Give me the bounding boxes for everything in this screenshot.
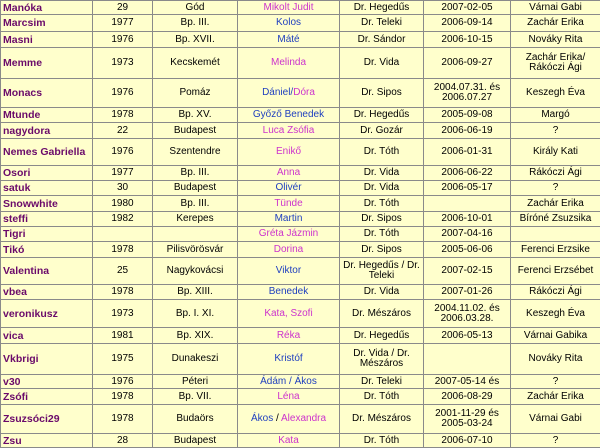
doctor-cell: Dr. Tóth (340, 196, 424, 212)
doctor-cell: Dr. Sipos (340, 79, 424, 108)
doctor-cell: Dr. Mészáros (340, 405, 424, 434)
doctor-cell: Dr. Sipos (340, 212, 424, 227)
baby-name-part: Viktor (276, 265, 301, 276)
baby-name-part: Melinda (271, 57, 306, 68)
doctor-cell: Dr. Hegedűs (340, 1, 424, 15)
midwife-cell: Rákóczi Ági (511, 285, 600, 300)
nick-cell: vica (1, 328, 93, 344)
baby-name-part: Győző Benedek (253, 109, 324, 120)
baby-name-part: Dóra (293, 87, 315, 98)
nick-cell: Tikó (1, 242, 93, 258)
midwife-cell: ? (511, 434, 600, 448)
year-cell: 1973 (93, 48, 153, 79)
year-cell: 22 (93, 123, 153, 139)
doctor-cell: Dr. Gozár (340, 123, 424, 139)
baby-name-part: Dorina (274, 244, 303, 255)
year-cell: 1976 (93, 32, 153, 48)
midwife-cell: Bíróné Zsuzsika (511, 212, 600, 227)
table-row (1, 242, 600, 258)
date-cell: 2004.11.02. és 2006.03.28. (424, 300, 511, 328)
midwife-cell: Nováky Rita (511, 344, 600, 375)
doctor-cell: Dr. Teleki (340, 375, 424, 389)
doctor-cell: Dr. Teleki (340, 15, 424, 32)
date-cell: 2005-06-06 (424, 242, 511, 258)
midwife-cell: Várnai Gabika (511, 328, 600, 344)
doctor-cell: Dr. Sándor (340, 32, 424, 48)
year-cell: 1978 (93, 389, 153, 405)
nick-cell: Manóka (1, 1, 93, 15)
year-cell: 1978 (93, 405, 153, 434)
baby-name-cell (238, 242, 340, 258)
table-row (1, 32, 600, 48)
midwife-cell: Nováky Rita (511, 32, 600, 48)
year-cell: 1976 (93, 139, 153, 166)
nick-cell: Monacs (1, 79, 93, 108)
date-cell: 2006-09-27 (424, 48, 511, 79)
city-cell: Budapest (153, 434, 238, 448)
nick-cell: v30 (1, 375, 93, 389)
date-cell: 2007-05-14 és (424, 375, 511, 389)
city-cell: Bp. VII. (153, 389, 238, 405)
city-cell: Pomáz (153, 79, 238, 108)
baby-name-cell (238, 48, 340, 79)
table-row (1, 227, 600, 242)
table-row (1, 300, 600, 328)
year-cell: 1976 (93, 79, 153, 108)
nick-cell: Memme (1, 48, 93, 79)
doctor-cell: Dr. Tóth (340, 139, 424, 166)
baby-name-cell (238, 258, 340, 285)
date-cell: 2006-05-17 (424, 181, 511, 196)
date-cell (424, 196, 511, 212)
midwife-cell: ? (511, 375, 600, 389)
baby-name-cell (238, 79, 340, 108)
baby-name-cell (238, 434, 340, 448)
nick-cell: vbea (1, 285, 93, 300)
baby-name-part: Máté (277, 34, 299, 45)
baby-name-part: Ádám / Ákos (260, 376, 317, 387)
baby-name-cell (238, 344, 340, 375)
year-cell: 28 (93, 434, 153, 448)
city-cell (153, 227, 238, 242)
city-cell: Budapest (153, 123, 238, 139)
year-cell: 29 (93, 1, 153, 15)
year-cell: 1978 (93, 285, 153, 300)
date-cell: 2006-05-13 (424, 328, 511, 344)
doctor-cell: Dr. Tóth (340, 434, 424, 448)
nick-cell: Valentina (1, 258, 93, 285)
table-row (1, 139, 600, 166)
baby-name-cell (238, 181, 340, 196)
table-row (1, 123, 600, 139)
baby-name-part: Kolos (276, 17, 301, 28)
city-cell: Bp. I. XI. (153, 300, 238, 328)
doctor-cell: Dr. Sipos (340, 242, 424, 258)
baby-name-part: Réka (277, 330, 300, 341)
date-cell: 2004.07.31. és 2006.07.27 (424, 79, 511, 108)
doctor-cell: Dr. Hegedűs / Dr. Teleki (340, 258, 424, 285)
midwife-cell: ? (511, 123, 600, 139)
midwife-cell: Király Kati (511, 139, 600, 166)
baby-name-part: Kristóf (274, 353, 302, 364)
doctor-cell: Dr. Vida (340, 285, 424, 300)
year-cell: 1980 (93, 196, 153, 212)
year-cell: 1978 (93, 108, 153, 123)
year-cell: 1982 (93, 212, 153, 227)
city-cell: Dunakeszi (153, 344, 238, 375)
date-cell: 2007-01-26 (424, 285, 511, 300)
city-cell: Szentendre (153, 139, 238, 166)
doctor-cell: Dr. Vida (340, 166, 424, 181)
baby-name-part: / (273, 413, 281, 424)
nick-cell: Nemes Gabriella (1, 139, 93, 166)
baby-name-part: Alexandra (281, 413, 326, 424)
city-cell: Bp. XIII. (153, 285, 238, 300)
table-row (1, 258, 600, 285)
table-row (1, 212, 600, 227)
city-cell: Budapest (153, 181, 238, 196)
date-cell: 2007-02-05 (424, 1, 511, 15)
year-cell: 1973 (93, 300, 153, 328)
midwife-cell: Rákóczi Ági (511, 166, 600, 181)
nick-cell: veronikusz (1, 300, 93, 328)
table-row (1, 166, 600, 181)
baby-name-part: Kata, Szofi (264, 308, 312, 319)
year-cell: 1977 (93, 15, 153, 32)
city-cell: Bp. III. (153, 196, 238, 212)
year-cell: 1978 (93, 242, 153, 258)
baby-name-cell (238, 405, 340, 434)
baby-name-part: Léna (277, 391, 299, 402)
city-cell: Bp. III. (153, 166, 238, 181)
year-cell: 1976 (93, 375, 153, 389)
table-row (1, 79, 600, 108)
table-row (1, 48, 600, 79)
baby-name-part: Kata (278, 435, 299, 446)
nick-cell: Osori (1, 166, 93, 181)
table-row (1, 285, 600, 300)
year-cell: 1977 (93, 166, 153, 181)
baby-name-cell (238, 15, 340, 32)
nick-cell: Mtunde (1, 108, 93, 123)
baby-name-part: Ákos (251, 413, 273, 424)
midwife-cell: Zachár Erika (511, 15, 600, 32)
date-cell: 2007-02-15 (424, 258, 511, 285)
nick-cell: nagydora (1, 123, 93, 139)
baby-name-part: Gréta Jázmin (259, 228, 318, 239)
baby-name-cell (238, 389, 340, 405)
date-cell: 2006-09-14 (424, 15, 511, 32)
date-cell: 2006-10-01 (424, 212, 511, 227)
midwife-cell: Margó (511, 108, 600, 123)
date-cell: 2001-11-29 és 2005-03-24 (424, 405, 511, 434)
doctor-cell: Dr. Hegedűs (340, 328, 424, 344)
midwife-cell: Ferenci Erzsébet (511, 258, 600, 285)
baby-name-cell (238, 227, 340, 242)
baby-name-cell (238, 1, 340, 15)
midwife-cell: Várnai Gabi (511, 1, 600, 15)
midwife-cell (511, 227, 600, 242)
city-cell: Kecskemét (153, 48, 238, 79)
baby-name-cell (238, 328, 340, 344)
baby-name-cell (238, 139, 340, 166)
city-cell: Bp. XV. (153, 108, 238, 123)
table-row (1, 328, 600, 344)
table-row (1, 15, 600, 32)
city-cell: Bp. III. (153, 15, 238, 32)
baby-name-part: Olivér (275, 182, 301, 193)
doctor-cell: Dr. Vida / Dr. Mészáros (340, 344, 424, 375)
doctor-cell: Dr. Mészáros (340, 300, 424, 328)
baby-name-part: Luca Zsófia (263, 125, 315, 136)
city-cell: Gód (153, 1, 238, 15)
year-cell: 30 (93, 181, 153, 196)
table-row (1, 405, 600, 434)
table-row (1, 181, 600, 196)
year-cell: 1981 (93, 328, 153, 344)
midwife-cell: Keszegh Éva (511, 79, 600, 108)
table-row (1, 196, 600, 212)
baby-name-cell (238, 196, 340, 212)
baby-name-part: Tünde (274, 198, 302, 209)
midwife-cell: Keszegh Éva (511, 300, 600, 328)
date-cell: 2006-06-22 (424, 166, 511, 181)
nick-cell: Vkbrigi (1, 344, 93, 375)
baby-name-cell (238, 212, 340, 227)
city-cell: Bp. XVII. (153, 32, 238, 48)
city-cell: Kerepes (153, 212, 238, 227)
city-cell: Nagykovácsi (153, 258, 238, 285)
table-row (1, 389, 600, 405)
nick-cell: Zsófi (1, 389, 93, 405)
year-cell (93, 227, 153, 242)
baby-name-cell (238, 123, 340, 139)
baby-name-part: Dániel/ (262, 87, 293, 98)
midwife-cell: Várnai Gabi (511, 405, 600, 434)
table-row (1, 434, 600, 448)
table-row (1, 375, 600, 389)
table-row (1, 344, 600, 375)
doctor-cell: Dr. Tóth (340, 227, 424, 242)
baby-name-cell (238, 285, 340, 300)
date-cell: 2007-04-16 (424, 227, 511, 242)
baby-name-part: Enikő (276, 146, 301, 157)
year-cell: 1975 (93, 344, 153, 375)
year-cell: 25 (93, 258, 153, 285)
city-cell: Pilisvörösvár (153, 242, 238, 258)
city-cell: Péteri (153, 375, 238, 389)
baby-name-cell (238, 375, 340, 389)
doctor-cell: Dr. Vida (340, 48, 424, 79)
baby-name-cell (238, 300, 340, 328)
midwife-cell: Zachár Erika (511, 389, 600, 405)
date-cell (424, 344, 511, 375)
doctor-cell: Dr. Vida (340, 181, 424, 196)
midwife-cell: Ferenci Erzsike (511, 242, 600, 258)
city-cell: Bp. XIX. (153, 328, 238, 344)
nick-cell: Snowwhite (1, 196, 93, 212)
baby-name-part: Mikolt Judit (263, 2, 313, 13)
baby-name-cell (238, 166, 340, 181)
nick-cell: Marcsim (1, 15, 93, 32)
date-cell: 2006-07-10 (424, 434, 511, 448)
baby-name-cell (238, 32, 340, 48)
nick-cell: steffi (1, 212, 93, 227)
doctor-cell: Dr. Tóth (340, 389, 424, 405)
date-cell: 2006-08-29 (424, 389, 511, 405)
baby-name-part: Martin (275, 213, 303, 224)
nick-cell: satuk (1, 181, 93, 196)
baby-name-cell (238, 108, 340, 123)
doctor-cell: Dr. Hegedűs (340, 108, 424, 123)
date-cell: 2005-09-08 (424, 108, 511, 123)
date-cell: 2006-06-19 (424, 123, 511, 139)
table-row (1, 108, 600, 123)
nick-cell: Zsuzsóci29 (1, 405, 93, 434)
midwife-cell: Zachár Erika/ Rákóczi Ági (511, 48, 600, 79)
nick-cell: Masni (1, 32, 93, 48)
city-cell: Budaörs (153, 405, 238, 434)
nick-cell: Zsu (1, 434, 93, 448)
midwife-cell: Zachár Erika (511, 196, 600, 212)
baby-name-part: Benedek (269, 286, 308, 297)
table-row (1, 1, 600, 15)
midwife-cell: ? (511, 181, 600, 196)
nick-cell: Tigri (1, 227, 93, 242)
date-cell: 2006-10-15 (424, 32, 511, 48)
date-cell: 2006-01-31 (424, 139, 511, 166)
baby-name-part: Anna (277, 167, 300, 178)
